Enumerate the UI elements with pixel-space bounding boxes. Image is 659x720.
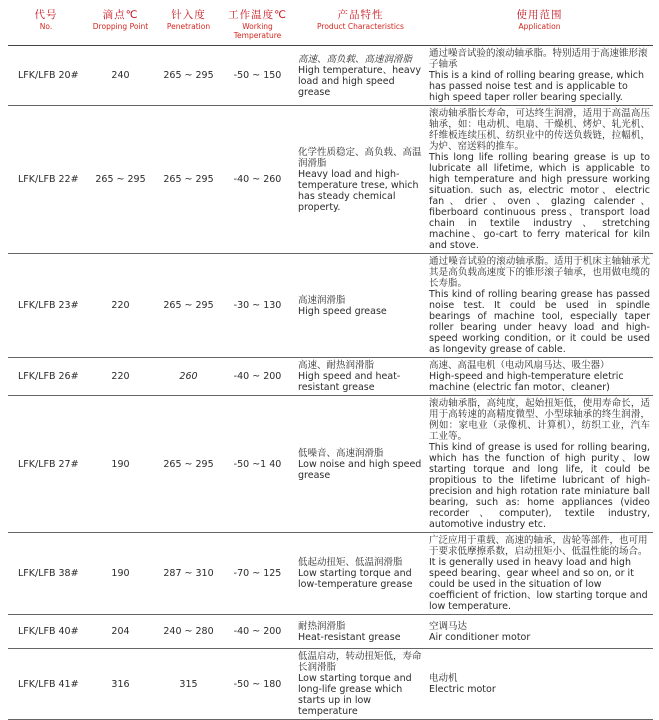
application-zh: 电动机: [429, 673, 458, 684]
cell-characteristics: [295, 615, 426, 649]
cell-penetration: 315: [157, 649, 220, 720]
header-code: 代号 No.: [8, 8, 84, 46]
cell-dropping-point: 190: [84, 396, 157, 533]
application-en: This kind of rolling bearing grease has passed noise test. It could be used in spindle bearings of machine tool, especially taper roller bearing under heavy load and high-speed working condition, or it could be used as longevity grease of cable.: [429, 289, 650, 355]
cell-working-temperature: -50 ~1 40: [220, 396, 295, 533]
cell-model: LFK/LFB 40#: [8, 615, 84, 649]
cell-working-temperature: -30 ~ 130: [220, 254, 295, 358]
cell-penetration: 287 ~ 310: [157, 533, 220, 615]
cell-model: LFK/LFB 41#: [8, 649, 84, 720]
application-zh: 空调马达: [429, 620, 468, 632]
application-en: This is a kind of rolling bearing grease, which has passed noise test and is applicable to high speed taper roller bearing specially.: [429, 70, 644, 103]
cell-model: LFK/LFB 22#: [8, 106, 84, 254]
cell-working-temperature: -40 ~ 200: [220, 358, 295, 396]
application-zh: 滚动轴承脂，高纯度，起始扭矩低，使用寿命长，适用于高转速的高精度微型、小型球轴承的终生润滑，例如：家电业（录像机、计算机），纺织工业，汽车工业等。: [429, 398, 650, 442]
cell-working-temperature: -70 ~ 125: [220, 533, 295, 615]
table-row: [8, 106, 653, 254]
cell-penetration: 265 ~ 295: [157, 106, 220, 254]
characteristics-en: Heat-resistant grease: [298, 631, 401, 643]
cell-dropping-point: 240: [84, 46, 157, 106]
cell-application: [426, 46, 653, 106]
application-en: Electric motor: [429, 684, 496, 695]
cell-model: LFK/LFB 38#: [8, 533, 84, 615]
application-zh: 高速、高温电机（电动风扇马达、吸尘器）: [429, 360, 610, 371]
cell-working-temperature: -40 ~ 260: [220, 106, 295, 254]
application-en: This long life rolling bearing grease is up to lubricate all lifetime, which is applicable to high temperature and high pressure working situation. such as, electric motor、electric fan、drier、oven、glazing calender、fiberboard continuous press、transport load chain in textile industry、stretching machine、go-cart to ferry materical for kiln and stove.: [429, 152, 650, 251]
cell-model: LFK/LFB 26#: [8, 358, 84, 396]
table-row: [8, 396, 653, 533]
characteristics-zh: 耐热润滑脂: [298, 620, 346, 632]
header-application: 使用范围 Application: [426, 8, 653, 46]
cell-model: LFK/LFB 23#: [8, 254, 84, 358]
application-en: High-speed and high-temperature eletric machine (electric fan motor、cleaner): [429, 371, 624, 393]
table-row: [8, 649, 653, 720]
cell-application: [426, 254, 653, 358]
cell-dropping-point: 316: [84, 649, 157, 720]
cell-characteristics: [295, 106, 426, 254]
cell-dropping-point: 204: [84, 615, 157, 649]
header-penetration: 针入度 Penetration: [157, 8, 220, 46]
header-dropping-point: 滴点℃ Dropping Point: [84, 8, 157, 46]
characteristics-zh: 高速润滑脂: [298, 294, 346, 306]
application-zh: 通过噪音试验的滚动轴承脂。特别适用于高速锥形滚子轴承: [429, 48, 648, 70]
cell-characteristics: [295, 46, 426, 106]
cell-application: [426, 615, 653, 649]
characteristics-en: Low noise and high speed grease: [298, 458, 422, 481]
cell-dropping-point: 220: [84, 358, 157, 396]
cell-penetration: 260: [157, 358, 220, 396]
cell-characteristics: [295, 649, 426, 720]
characteristics-en: High temperature、heavy load and high speed grease: [298, 64, 421, 98]
cell-characteristics: [295, 396, 426, 533]
cell-characteristics: [295, 358, 426, 396]
cell-penetration: 265 ~ 295: [157, 254, 220, 358]
table-row: [8, 46, 653, 106]
application-en: Air conditioner motor: [429, 631, 531, 643]
characteristics-zh: 低起动扭矩、低温润滑脂: [298, 557, 403, 568]
characteristics-en: High speed grease: [298, 305, 387, 317]
characteristics-zh: 高速、耐热润滑脂: [298, 360, 375, 371]
cell-application: [426, 106, 653, 254]
cell-dropping-point: 265 ~ 295: [84, 106, 157, 254]
cell-application: [426, 533, 653, 615]
characteristics-en: Low starting torque and long-life grease which starts up in low temperature: [298, 673, 412, 717]
application-zh: 滚动轴承脂长寿命，可达终生润滑，适用于高温高压轴承，如：电动机、电扇、干燥机、烤炉、轧光机、纤维板连续压机、纺织业中的传送负载链，拉幅机，为炉、窑送料的推车。: [429, 108, 650, 152]
characteristics-en: Heavy load and high-temperature trese, which has steady chemical property.: [298, 168, 419, 213]
cell-model: LFK/LFB 20#: [8, 46, 84, 106]
table-row: [8, 533, 653, 615]
header-working-temperature: 工作温度℃ Working Temperature: [220, 8, 295, 46]
table-row: [8, 615, 653, 649]
grease-spec-table: [8, 8, 653, 720]
application-en: This kind of grease is used for rolling bearing, which has the function of high purity、low starting torque and long life, it could be propitious to the lifetime lubricant of high-precision and high rotation rate miniature ball bearing, such as: home appliances (video recorder、computer), textile industry, automotive industry etc.: [429, 442, 650, 530]
cell-characteristics: [295, 533, 426, 615]
cell-working-temperature: -40 ~ 200: [220, 615, 295, 649]
cell-penetration: 240 ~ 280: [157, 615, 220, 649]
cell-penetration: 265 ~ 295: [157, 396, 220, 533]
table-header-row: [8, 8, 653, 46]
cell-application: [426, 358, 653, 396]
cell-working-temperature: -50 ~ 180: [220, 649, 295, 720]
characteristics-en: High speed and heat-resistant grease: [298, 371, 401, 393]
table-row: [8, 254, 653, 358]
cell-characteristics: [295, 254, 426, 358]
header-product-characteristics: 产品特性 Product Characteristics: [295, 8, 426, 46]
cell-dropping-point: 190: [84, 533, 157, 615]
cell-model: LFK/LFB 27#: [8, 396, 84, 533]
cell-working-temperature: -50 ~ 150: [220, 46, 295, 106]
characteristics-zh: 高速、高负载、高速润滑脂: [298, 53, 413, 65]
characteristics-zh: 化学性质稳定、高负载、高温润滑脂: [298, 146, 422, 169]
characteristics-zh: 低温启动，转动扭矩低，寿命长润滑脂: [298, 651, 422, 673]
application-zh: 广泛应用于重载、高速的轴承，齿轮等部件，也可用于要求低摩擦系数，启动扭矩小、低温性能的场合。: [429, 535, 648, 557]
cell-penetration: 265 ~ 295: [157, 46, 220, 106]
cell-application: [426, 649, 653, 720]
characteristics-zh: 低噪音、高速润滑脂: [298, 447, 384, 459]
table-row: [8, 358, 653, 396]
characteristics-en: Low starting torque and low-temperature grease: [298, 568, 413, 590]
application-zh: 通过噪音试验的滚动轴承脂。适用于机床主轴轴承尤其是高负载高速度下的锥形滚子轴承，也用做电缆的长寿脂。: [429, 256, 650, 289]
cell-application: [426, 396, 653, 533]
application-en: It is generally used in heavy load and high speed bearing、gear wheel and so on, or it could be used in the situation of low coefficient of friction、low starting torque and low temperature.: [429, 557, 648, 612]
cell-dropping-point: 220: [84, 254, 157, 358]
